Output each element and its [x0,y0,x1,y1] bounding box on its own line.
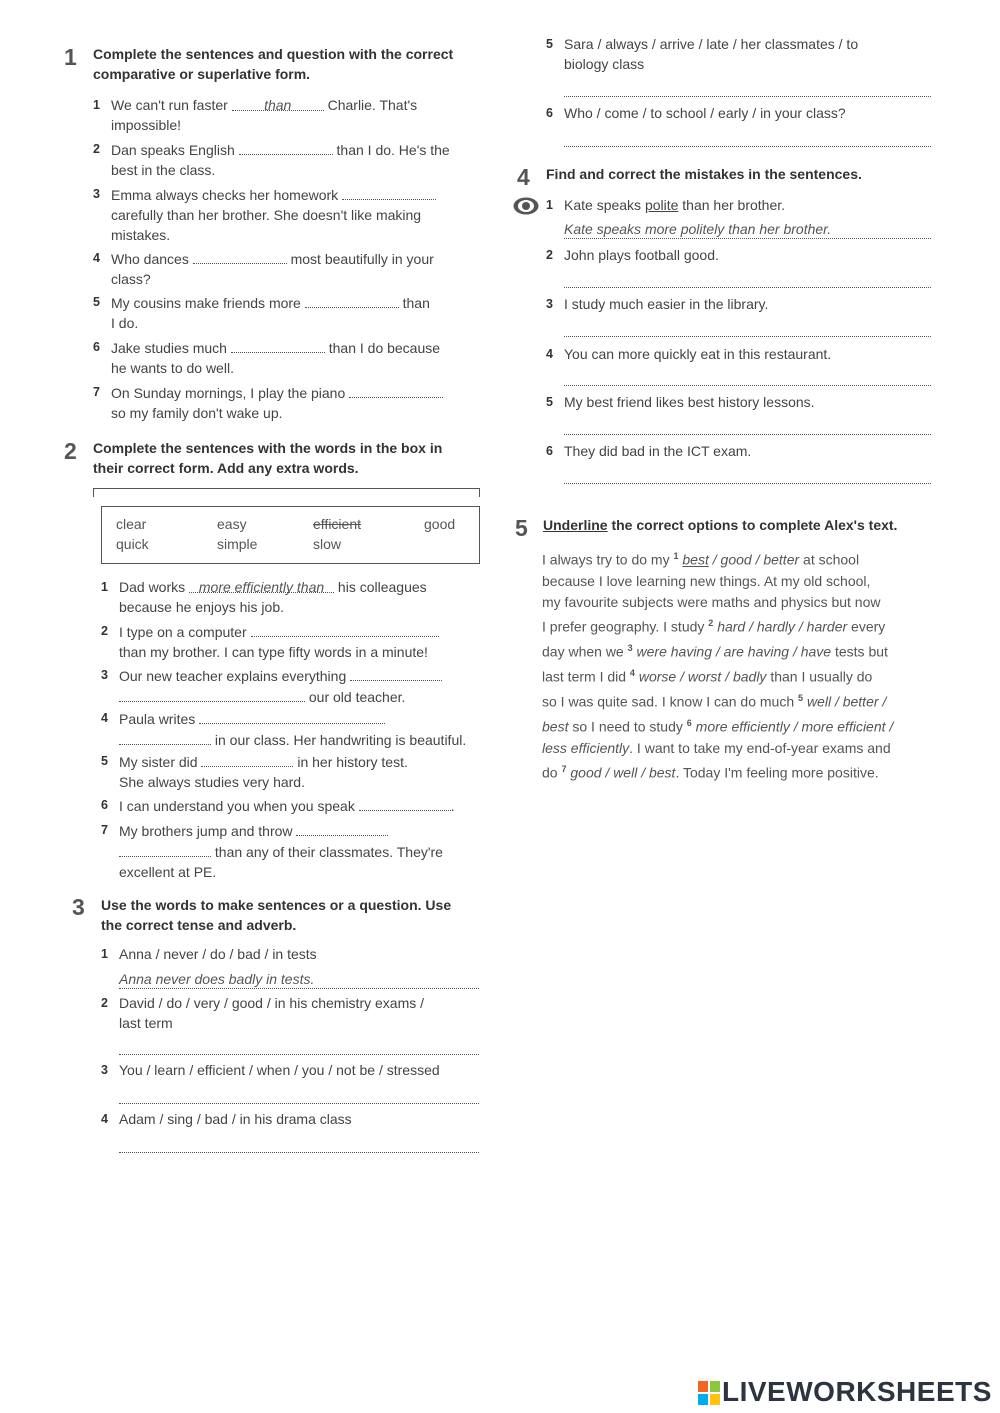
ex2-item-3-text: Our new teacher explains everything [119,668,347,684]
options-5[interactable]: well / better / [806,693,887,710]
exercise-4-title: Find and correct the mistakes in the sentences. [546,166,862,182]
ex1-item-6-text: Jake studies much [111,340,227,356]
item-number: 4 [93,251,100,265]
alex-text-line-5: day when we $^3$ were having / are having / have tests but [542,643,888,660]
exercise-3-title-line1: Use the words to make sentences or a question. Use [101,897,452,913]
ex2-item-3 [101,665,486,707]
liveworksheets-logo-icon [698,1381,720,1405]
options-5-cont[interactable]: best [542,718,569,735]
word-slow: slow [313,536,342,552]
eye-icon [512,196,540,216]
exercise-5-title-underline: Underline [543,517,608,533]
gap-number: 6 [686,717,692,728]
ex2-item-1-text: Dad works [119,579,186,595]
item-number: 7 [93,385,100,399]
ex3-item-6-answer-line[interactable] [564,146,931,147]
alex-text-line-10: do $^7$ good / well / best. Today I'm feeling more positive. [542,763,879,781]
ex1-item-2-text-c: best in the class. [111,162,216,178]
ex1-item-1-text: We can't run faster [111,97,228,113]
ex3-item-5-text: Sara / always / arrive / late / her classmates / to [564,36,859,52]
gap-number: 1 [673,551,679,561]
gap-number: 3 [627,643,633,654]
item-number: 6 [546,106,553,120]
ex1-item-2-text-b: than I do. He's the [336,142,450,158]
ex1-item-7-text: On Sunday mornings, I play the piano [111,385,346,401]
ex1-item-6-text-c: he wants to do well. [111,360,234,376]
alex-text-line-3: my favourite subjects were maths and physics but now [542,594,881,611]
exercise-5-number: 5 [515,515,528,541]
ex4-item-1-text-b: than her brother. [678,197,786,213]
exercise-2-title [93,438,493,478]
exercise-5-title-rest: the correct options to complete Alex's text. [607,517,898,533]
item-number: 5 [546,395,553,409]
ex1-item-6 [93,337,483,378]
ex2-item-7 [101,820,486,882]
ex2-item-7-answer-blank-a[interactable] [296,820,388,836]
item-number: 3 [101,668,108,682]
item-number: 5 [93,295,100,309]
ex3-item-6-text: Who / come / to school / early / in your class? [564,105,846,121]
ex2-item-4-answer-blank-a[interactable] [199,708,385,724]
ex1-item-5-answer-blank[interactable] [305,292,399,308]
gap-number: 5 [798,692,804,703]
item-number: 3 [546,297,553,311]
options-3[interactable]: were having / are having / have [636,643,832,660]
word-efficient: efficient [313,516,361,532]
options-2[interactable]: hard / hardly / harder [717,618,848,635]
ex4-item-2 [546,245,936,265]
ex3-item-3-answer-line[interactable] [119,1103,479,1104]
alex-text-line-7: so I was quite sad. I know I can do much $^5$ well / better / [542,692,887,710]
item-number: 1 [93,98,100,112]
item-number: 4 [101,711,108,725]
item-number: 3 [101,1063,108,1077]
ex1-item-3 [93,184,483,245]
alex-text-line-9: less efficiently. I want to take my end-of-year exams and [542,739,891,756]
item-number: 2 [101,996,108,1010]
ex1-item-6-answer-blank[interactable] [231,337,325,353]
ex4-item-5 [546,392,936,412]
ex2-item-2 [101,621,486,662]
item-number: 6 [546,444,553,458]
alex-text [542,546,962,784]
ex1-item-4 [93,248,483,289]
ex1-item-1-answer[interactable]: than [232,95,324,111]
word-easy: easy [217,516,247,532]
ex1-item-5-text-c: I do. [111,315,139,331]
item-number: 2 [546,248,553,262]
gap-number: 2 [708,618,714,629]
ex1-item-5-text: My cousins make friends more [111,295,301,311]
ex1-item-2 [93,139,483,180]
ex2-item-6-text: I can understand you when you speak [119,798,355,814]
ex2-item-5-text: My sister did [119,754,198,770]
exercise-3-title [101,895,491,935]
ex2-item-5-text-c: She always studies very hard. [119,774,305,790]
word-good: good [424,516,456,532]
ex4-item-1 [546,195,936,215]
ex4-item-4 [546,344,936,364]
ex2-item-1-text-b: his colleagues [337,579,427,595]
exercise-3-number: 3 [72,894,85,920]
ex1-item-4-text-b: most beautifully in your [290,251,434,267]
ex1-item-6-text-b: than I do because [328,340,441,356]
ex3-item-5-text-b: biology class [564,56,645,72]
ex2-item-4 [101,708,486,750]
ex3-item-5 [546,34,936,74]
ex4-item-2-answer-line[interactable] [564,287,931,288]
options-6[interactable]: more efficiently / more efficient / [695,718,894,735]
ex3-item-6 [546,103,936,123]
exercise-2-title-line1: Complete the sentences with the words in the box in [93,440,443,456]
exercise-1-title [93,44,493,84]
word-box-top [93,488,480,497]
word-box [101,506,480,564]
options-7[interactable]: good / well / best [570,764,676,781]
ex2-item-6 [101,795,486,816]
word-clear: clear [116,516,147,532]
ex2-item-2-text-c: than my brother. I can type fifty words in a minute! [119,644,428,660]
ex4-item-1-answer[interactable]: Kate speaks more politely than her brother. [564,220,931,239]
item-number: 5 [546,37,553,51]
item-number: 1 [546,198,553,212]
ex4-item-4-text: You can more quickly eat in this restaurant. [564,346,832,362]
ex4-item-6-answer-line[interactable] [564,483,931,484]
ex1-item-3-answer-blank[interactable] [342,184,436,200]
ex1-item-2-answer-blank[interactable] [239,139,333,155]
ex4-item-4-answer-line[interactable] [564,385,931,386]
ex2-item-5-answer-blank[interactable] [201,751,293,767]
ex1-item-3-text: Emma always checks her homework [111,187,339,203]
item-number: 2 [101,624,108,638]
ex2-item-5-text-b: in her history test. [297,754,408,770]
ex1-item-7-text-c: so my family don't wake up. [111,405,283,421]
item-number: 4 [101,1112,108,1126]
alex-text-line-2: because I love learning new things. At my old school, [542,572,871,589]
item-number: 2 [93,142,100,156]
ex4-item-5-answer-line[interactable] [564,434,931,435]
ex2-item-3-answer-blank-b[interactable] [119,686,305,702]
ex2-item-1-text-c: because he enjoys his job. [119,599,284,615]
ex2-item-7-text: My brothers jump and throw [119,823,293,839]
ex1-item-1-text-b: Charlie. That's [327,97,418,113]
ex3-item-3 [101,1060,486,1080]
ex1-item-4-text-c: class? [111,271,151,287]
ex2-item-3-text-c: our old teacher. [308,689,406,705]
ex1-item-2-text: Dan speaks English [111,142,235,158]
item-number: 4 [546,347,553,361]
ex2-item-2-answer-blank[interactable] [251,621,439,637]
item-number: 6 [93,340,100,354]
ex4-item-1-underlined-word: polite [644,197,679,213]
item-number: 5 [101,754,108,768]
ex4-item-1-text: Kate speaks [564,197,645,213]
ex2-item-4-text-c: in our class. Her handwriting is beautiful. [214,732,467,748]
ex3-item-4-answer-line[interactable] [119,1152,479,1153]
ex1-item-5-text-b: than [402,295,430,311]
ex4-item-2-text: John plays football good. [564,247,719,263]
word-quick: quick [116,536,149,552]
options-6-cont[interactable]: less efficiently [542,739,630,756]
ex1-item-5 [93,292,483,333]
ex2-item-6-answer-blank[interactable] [359,795,451,811]
exercise-1-title-line1: Complete the sentences and question with the correct [93,46,454,62]
ex4-item-6 [546,441,936,461]
ex3-item-3-text: You / learn / efficient / when / you / not be / stressed [119,1062,440,1078]
exercise-1-number: 1 [64,44,77,70]
exercise-1-title-line2: comparative or superlative form. [93,66,311,82]
ex2-item-7-text-c: than any of their classmates. They're [214,844,443,860]
ex3-item-5-answer-line[interactable] [564,96,931,97]
alex-text-line-8: best so I need to study $^6$ more efficiently / more efficient / [542,717,894,735]
ex4-item-6-text: They did bad in the ICT exam. [564,443,752,459]
ex2-item-1 [101,577,486,617]
option-best[interactable]: best [682,551,709,568]
ex2-item-6-text-b: . [450,798,455,814]
ex2-item-5 [101,751,486,792]
item-number: 3 [93,187,100,201]
ex2-item-7-text-d: excellent at PE. [119,864,217,880]
alex-text-line-6: last term I did $^4$ worse / worst / badly than I usually do [542,667,873,685]
item-number: 7 [101,823,108,837]
exercise-5-title [543,515,943,535]
ex1-item-4-text: Who dances [111,251,189,267]
options-1[interactable]: / good / better [708,551,800,568]
gap-number: 7 [561,763,567,774]
ex2-item-4-text: Paula writes [119,711,196,727]
ex3-item-1-answer[interactable]: Anna never does badly in tests. [119,970,479,989]
liveworksheets-logo[interactable]: LIVEWORKSHEETS [722,1376,992,1407]
ex3-item-1 [101,944,486,964]
ex1-item-7-answer-blank[interactable] [349,382,443,398]
item-number: 1 [101,580,108,594]
ex2-item-7-answer-blank-b[interactable] [119,841,211,857]
ex1-item-1-text-c: impossible! [111,117,182,133]
ex1-item-3-text-c: carefully than her brother. She doesn't like making [111,207,422,223]
exercise-2-title-line2: their correct form. Add any extra words. [93,460,359,476]
alex-text-line-4: I prefer geography. I study $^2$ hard / hardly / harder every [542,618,886,635]
ex2-item-4-answer-blank-b[interactable] [119,729,211,745]
ex3-item-2 [101,993,486,1033]
ex4-item-3 [546,294,936,314]
ex2-item-1-answer[interactable]: more efficiently than [189,577,334,593]
ex1-item-3-text-d: mistakes. [111,227,171,243]
ex2-item-3-answer-blank-a[interactable] [350,665,442,681]
ex1-item-7 [93,382,483,423]
ex4-item-5-text: My best friend likes best history lessons. [564,394,815,410]
ex1-item-1 [93,95,483,135]
ex4-item-3-text: I study much easier in the library. [564,296,769,312]
ex2-item-2-text: I type on a computer [119,624,247,640]
ex3-item-2-text-b: last term [119,1015,173,1031]
alex-text-line-1: I always try to do my $^1$ best / good / better at school [542,551,860,568]
ex4-item-3-answer-line[interactable] [564,336,931,337]
item-number: 6 [101,798,108,812]
ex3-item-1-text: Anna / never / do / bad / in tests [119,946,317,962]
gap-number: 4 [629,667,635,678]
ex3-item-2-answer-line[interactable] [119,1054,479,1055]
word-simple: simple [217,536,258,552]
exercise-2-number: 2 [64,438,77,464]
item-number: 1 [101,947,108,961]
ex1-item-4-answer-blank[interactable] [193,248,287,264]
exercise-3-title-line2: the correct tense and adverb. [101,917,297,933]
ex3-item-4 [101,1109,486,1129]
ex3-item-4-text: Adam / sing / bad / in his drama class [119,1111,352,1127]
ex3-item-2-text: David / do / very / good / in his chemistry exams / [119,995,425,1011]
exercise-4-number: 4 [517,164,530,190]
options-4[interactable]: worse / worst / badly [638,668,767,685]
